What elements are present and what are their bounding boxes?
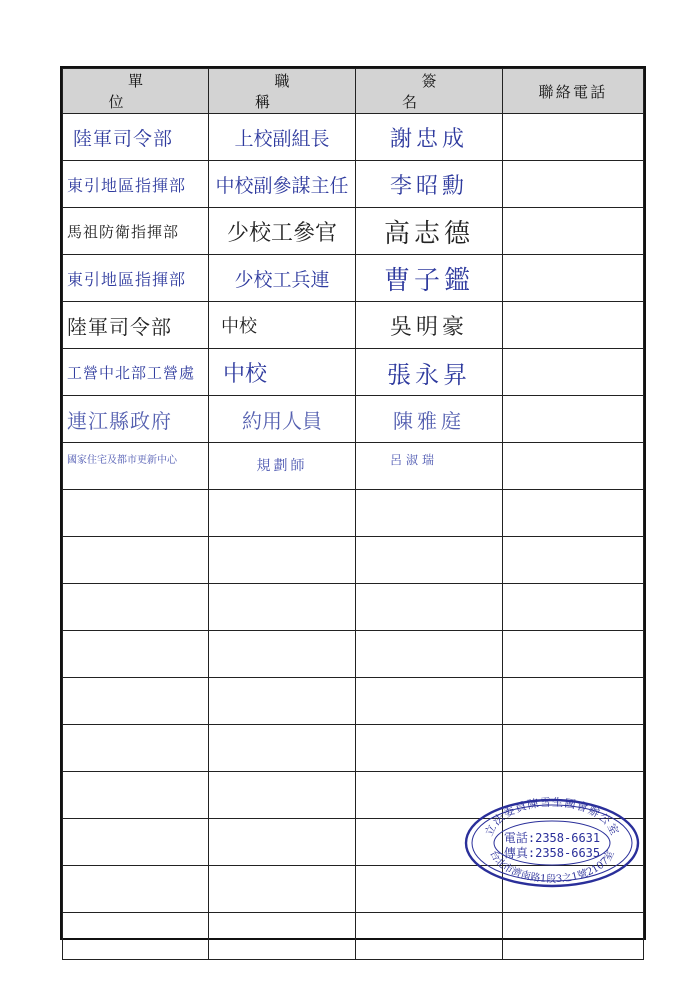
unit-cell — [63, 161, 209, 208]
phone-cell — [503, 208, 644, 255]
signature-cell — [356, 114, 503, 161]
title-text: 規劃師 — [256, 458, 308, 474]
unit-cell — [63, 443, 209, 490]
title-cell — [209, 161, 356, 208]
title-text — [213, 866, 351, 912]
table-row — [63, 443, 644, 490]
unit-cell — [63, 584, 209, 631]
table-row — [63, 161, 644, 208]
phone-cell — [503, 114, 644, 161]
phone-cell — [503, 725, 644, 772]
unit-cell — [63, 302, 209, 349]
stamp-office-name: 立法委員陳雪生國會辦公室 — [482, 796, 622, 838]
table-row — [63, 725, 644, 772]
signature-cell — [356, 631, 503, 678]
title-cell — [209, 866, 356, 913]
title-cell — [209, 114, 356, 161]
phone-cell — [503, 443, 644, 490]
table-row — [63, 396, 644, 443]
unit-text — [67, 631, 204, 677]
table-row — [63, 255, 644, 302]
phone-text — [507, 490, 639, 536]
title-cell — [209, 208, 356, 255]
table-row — [63, 114, 644, 161]
table-row — [63, 349, 644, 396]
title-text: 少校工參官 — [226, 220, 337, 246]
stamp-fax: 傳真:2358-6635 — [503, 846, 601, 860]
unit-cell — [63, 725, 209, 772]
title-text — [213, 772, 351, 818]
unit-text — [67, 678, 204, 724]
signature-cell — [356, 725, 503, 772]
phone-text — [507, 349, 639, 395]
title-cell — [209, 725, 356, 772]
signature-cell — [356, 537, 503, 584]
unit-cell — [63, 255, 209, 302]
signature-text: 謝忠成 — [389, 126, 468, 152]
unit-text — [67, 725, 204, 771]
phone-cell — [503, 490, 644, 537]
unit-cell — [63, 772, 209, 819]
unit-cell — [63, 866, 209, 913]
table-row — [63, 537, 644, 584]
title-text: 少校工兵連 — [234, 268, 330, 291]
signature-cell — [356, 490, 503, 537]
signature-cell — [356, 913, 503, 960]
unit-cell — [63, 537, 209, 584]
unit-text: 陸軍司令部 — [67, 314, 172, 339]
unit-cell — [63, 349, 209, 396]
signature-text: 曹子鑑 — [383, 265, 474, 296]
phone-cell — [503, 584, 644, 631]
signature-cell — [356, 255, 503, 302]
unit-text: 陸軍司令部 — [73, 127, 174, 150]
signature-text: 李昭勳 — [389, 173, 468, 199]
phone-cell — [503, 349, 644, 396]
signature-text: 高志德 — [383, 218, 474, 249]
title-cell — [209, 537, 356, 584]
phone-text — [507, 584, 639, 630]
signature-text: 吳明豪 — [389, 314, 468, 340]
title-text — [213, 678, 351, 724]
phone-text — [507, 302, 639, 348]
unit-cell — [63, 819, 209, 866]
title-cell — [209, 584, 356, 631]
unit-text — [67, 490, 204, 536]
header-title: 職稱 — [209, 69, 356, 114]
unit-cell — [63, 490, 209, 537]
signature-text: 呂淑瑞 — [390, 453, 439, 467]
unit-cell — [63, 631, 209, 678]
unit-text: 連江縣政府 — [67, 408, 172, 433]
unit-text — [67, 913, 204, 959]
signature-text: 陳雅庭 — [393, 408, 465, 433]
phone-text — [507, 114, 639, 160]
title-cell — [209, 631, 356, 678]
title-cell — [209, 443, 356, 490]
signature-cell — [356, 584, 503, 631]
stamp-address: 台北市濟南路1段3之1號2107室 — [487, 849, 617, 886]
phone-text — [507, 161, 639, 207]
phone-text — [507, 725, 639, 771]
unit-cell — [63, 208, 209, 255]
phone-text — [507, 678, 639, 724]
table-row — [63, 208, 644, 255]
signature-text — [360, 631, 498, 677]
phone-cell — [503, 631, 644, 678]
title-text: 中校 — [223, 361, 268, 387]
title-cell — [209, 349, 356, 396]
table-row — [63, 490, 644, 537]
signature-text — [360, 678, 498, 724]
header-phone: 聯絡電話 — [503, 69, 644, 114]
title-text: 中校副參謀主任 — [215, 174, 349, 197]
phone-text — [507, 443, 639, 489]
signature-text: 張永昇 — [387, 360, 471, 389]
title-cell — [209, 678, 356, 725]
header-row — [63, 69, 644, 114]
table-row — [63, 913, 644, 960]
phone-cell — [503, 913, 644, 960]
signature-text — [360, 490, 498, 536]
table-row — [63, 302, 644, 349]
title-text: 約用人員 — [242, 408, 322, 433]
phone-cell — [503, 396, 644, 443]
title-cell — [209, 396, 356, 443]
unit-text: 東引地區指揮部 — [67, 175, 187, 195]
unit-text: 國家住宅及都市更新中心 — [67, 455, 177, 466]
phone-cell — [503, 302, 644, 349]
phone-cell — [503, 537, 644, 584]
table-row — [63, 584, 644, 631]
signature-cell — [356, 161, 503, 208]
title-cell — [209, 772, 356, 819]
signature-cell — [356, 302, 503, 349]
signature-cell — [356, 349, 503, 396]
title-text — [213, 490, 351, 536]
unit-text: 馬祖防衛指揮部 — [67, 222, 180, 241]
header-unit: 單位 — [63, 69, 209, 114]
title-text — [213, 913, 351, 959]
signature-text — [360, 584, 498, 630]
title-text — [213, 725, 351, 771]
phone-cell — [503, 255, 644, 302]
table-row — [63, 631, 644, 678]
title-text — [213, 819, 351, 865]
unit-cell — [63, 396, 209, 443]
unit-cell — [63, 678, 209, 725]
title-cell — [209, 913, 356, 960]
signature-text — [360, 537, 498, 583]
signature-cell — [356, 208, 503, 255]
title-text: 上校副組長 — [234, 127, 330, 150]
title-cell — [209, 255, 356, 302]
phone-text — [507, 396, 639, 442]
signature-text — [360, 725, 498, 771]
signature-text — [360, 913, 498, 959]
title-cell — [209, 490, 356, 537]
unit-text — [67, 866, 204, 912]
phone-cell — [503, 678, 644, 725]
phone-text — [507, 537, 639, 583]
title-text: 中校 — [221, 316, 257, 337]
phone-text — [507, 255, 639, 301]
title-cell — [209, 819, 356, 866]
unit-cell — [63, 114, 209, 161]
unit-text — [67, 584, 204, 630]
unit-text: 東引地區指揮部 — [67, 269, 187, 289]
unit-text: 工營中北部工營處 — [67, 363, 196, 382]
header-signature: 簽名 — [356, 69, 503, 114]
title-cell — [209, 302, 356, 349]
phone-text — [507, 631, 639, 677]
office-stamp — [462, 796, 642, 888]
unit-text — [67, 772, 204, 818]
signature-cell — [356, 678, 503, 725]
phone-cell — [503, 161, 644, 208]
stamp-phone: 電話:2358-6631 — [503, 831, 601, 845]
signature-cell — [356, 443, 503, 490]
title-text — [213, 631, 351, 677]
signature-cell — [356, 396, 503, 443]
table-row — [63, 678, 644, 725]
title-text — [213, 584, 351, 630]
title-text — [213, 537, 351, 583]
phone-text — [507, 208, 639, 254]
unit-text — [67, 537, 204, 583]
unit-cell — [63, 913, 209, 960]
unit-text — [67, 819, 204, 865]
phone-text — [507, 913, 639, 959]
